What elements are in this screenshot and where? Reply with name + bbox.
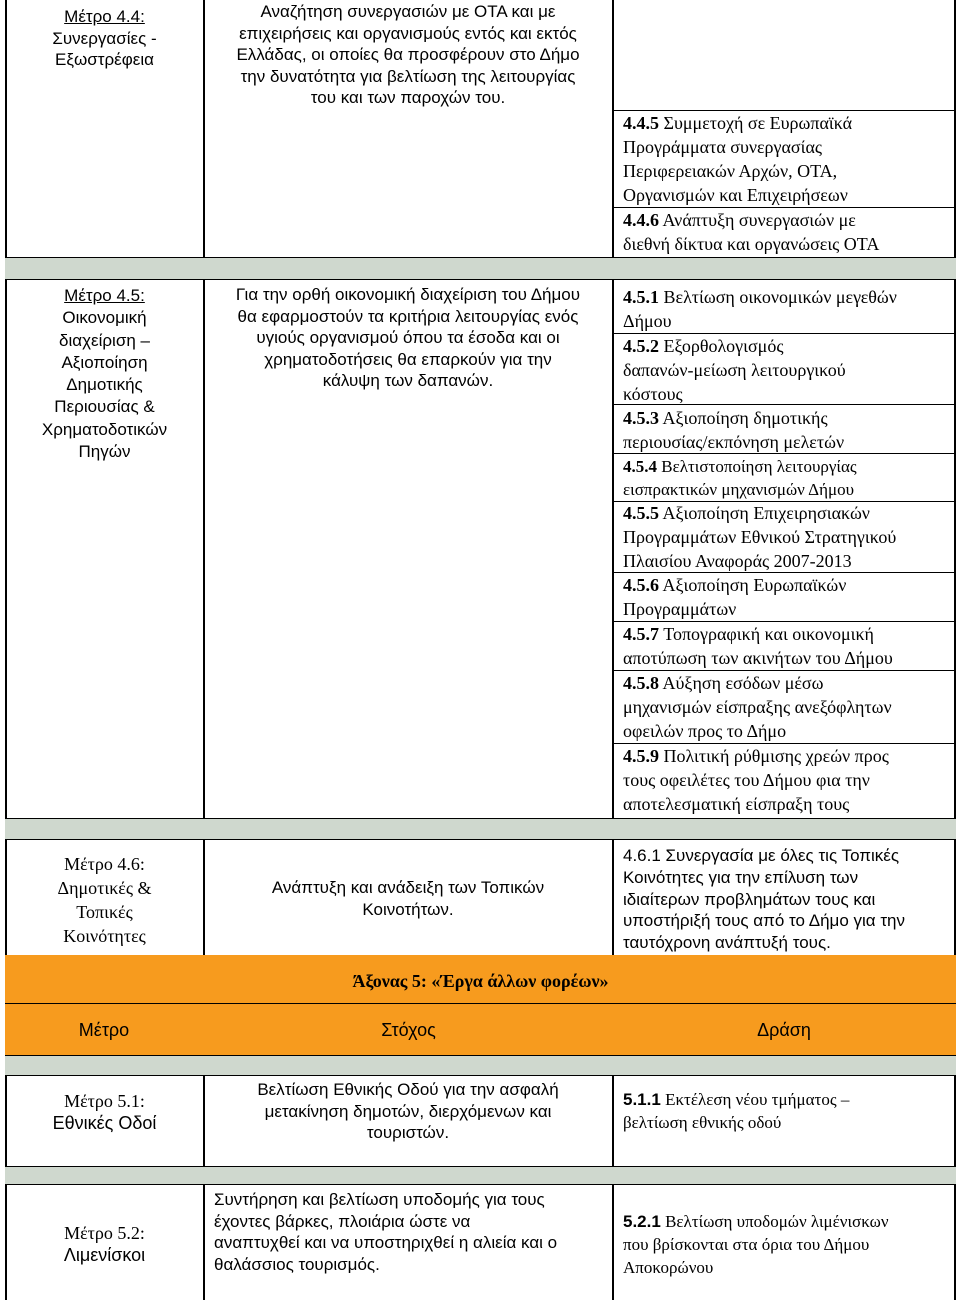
action-line: υποστήριξή τους από το Δήμο για την	[623, 911, 906, 931]
table-right-border	[954, 0, 956, 1300]
action-4-5-7	[623, 622, 953, 670]
action-code: 4.5.5	[623, 503, 659, 523]
header-measure: Μέτρο	[78, 1020, 130, 1040]
action-line: που βρίσκονται στα όρια του Δήμου	[623, 1235, 870, 1254]
table-left-border	[5, 0, 7, 1300]
action-code: 4.5.4	[623, 457, 657, 476]
goal-line: κάλυψη των δαπανών.	[322, 371, 494, 390]
measure-title-line: Συνεργασίες -	[52, 28, 157, 48]
measure-title-line: Κοινότητες	[63, 926, 146, 946]
action-4-5-6	[623, 573, 953, 621]
axis5-title: Άξονας 5: «Έργα άλλων φορέων»	[352, 971, 609, 991]
action-code: 4.5.3	[623, 408, 659, 428]
action-line: Πλαισίου Αναφοράς 2007-2013	[623, 551, 852, 571]
measure-4-4-title	[8, 6, 201, 71]
header-action: Δράση	[757, 1020, 811, 1040]
measure-5-1-goal	[206, 1079, 610, 1144]
action-line: βελτίωση εθνικής οδού	[623, 1113, 782, 1132]
action-line: Πολιτική ρύθμισης χρεών προς	[663, 746, 889, 766]
header-goal: Στόχος	[381, 1020, 436, 1040]
action-code: 4.5.7	[623, 624, 659, 644]
action-code: 4.5.1	[623, 287, 659, 307]
action-line: Αύξηση εσόδων μέσω	[662, 673, 824, 693]
action-line: περιουσίας/εκπόνηση μελετών	[623, 432, 845, 452]
action-line: Βελτιστοποίηση λειτουργίας	[661, 457, 857, 476]
action-4-5-3	[623, 406, 953, 454]
action-line: Βελτίωση υποδομών λιμένισκων	[665, 1212, 889, 1231]
action-code: 4.5.9	[623, 746, 659, 766]
action-4-5-8	[623, 671, 953, 743]
action-line: Αξιοποίηση δημοτικής	[662, 408, 828, 428]
action-line: αποτύπωση των ακινήτων του Δήμου	[623, 648, 893, 668]
action-line: αποτελεσματική είσπραξη τους	[623, 794, 850, 814]
action-5-1-1	[623, 1088, 953, 1134]
measure-title-line: Αξιοποίηση	[61, 352, 148, 372]
measure-5-2-goal	[214, 1189, 610, 1275]
action-4-4-5	[623, 111, 953, 207]
column-divider-1	[203, 0, 205, 1300]
goal-line: Ελλάδας, οι οποίες θα προσφέρουν στο Δήμο	[236, 45, 580, 64]
action-line: διεθνή δίκτυα και οργανώσεις ΟΤΑ	[623, 234, 880, 254]
action-line: τους οφειλέτες του Δήμου φια την	[623, 770, 870, 790]
action-line: Εξορθολογισμός	[663, 336, 784, 356]
action-line: Εκτέλεση νέου τμήματος –	[665, 1090, 850, 1109]
action-line: οφειλών προς το Δήμο	[623, 721, 787, 741]
measure-title-line: Πηγών	[78, 442, 131, 462]
action-5-2-1	[623, 1210, 953, 1279]
measure-4-4-goal	[206, 1, 610, 109]
action-line: ταυτόχρονη ανάπτυξή τους.	[623, 933, 831, 953]
measure-title-line: Μέτρο 4.4:	[64, 7, 145, 26]
measure-title-line: Εξωστρέφεια	[55, 50, 154, 69]
measure-title-line: Μέτρο 5.2:	[64, 1223, 145, 1243]
action-line: Κοινότητες για την επίλυση των	[623, 867, 859, 887]
action-code: 5.2.1	[623, 1212, 661, 1231]
action-code: 5.1.1	[623, 1090, 661, 1109]
goal-line: υγιούς οργανισμού όπου τα έσοδα και οι	[256, 328, 560, 347]
separator-band	[5, 1166, 956, 1185]
action-line: ιδιαίτερων προβλημάτων τους και	[623, 889, 876, 909]
measure-title-line: Δημοτικές &	[57, 878, 152, 898]
measure-title-line: Μέτρο 5.1:	[64, 1091, 145, 1111]
action-line: Προγραμμάτων	[623, 599, 737, 619]
action-line: δαπανών-μείωση λειτουργικού	[623, 360, 846, 380]
measure-title-line: Λιμενίσκοι	[63, 1245, 146, 1265]
goal-line: έχοντες βάρκες, πλοιάρια ώστε να	[214, 1211, 471, 1231]
action-line: Βελτίωση οικονομικών μεγεθών	[663, 287, 897, 307]
goal-line: Συντήρηση και βελτίωση υποδομής για τους	[214, 1190, 545, 1209]
action-line: Δήμου	[623, 311, 672, 331]
goal-line: Βελτίωση Εθνικής Οδού για την ασφαλή	[257, 1080, 559, 1099]
goal-line: θα εφαρμοστούν τα κριτήρια λειτουργίας ενός	[237, 306, 579, 326]
separator-band	[5, 1055, 956, 1076]
goal-line: Για την ορθή οικονομική διαχείριση του Δήμου	[235, 285, 581, 304]
action-4-5-1	[623, 285, 953, 333]
action-4-6-1	[623, 845, 953, 954]
action-line: Οργανισμών και Επιχειρήσεων	[623, 185, 848, 205]
action-4-5-2	[623, 334, 953, 406]
measure-title-line: Δημοτικής	[66, 375, 143, 395]
measure-title-line: Μέτρο 4.6:	[64, 854, 145, 874]
action-line: Προγραμμάτων Εθνικού Στρατηγικού	[623, 527, 897, 547]
goal-line: Αναζήτηση συνεργασιών με ΟΤΑ και με	[260, 2, 556, 21]
action-code: 4.5.8	[623, 673, 659, 693]
action-line: Τοπογραφική και οικονομική	[663, 624, 874, 644]
separator-band	[5, 818, 956, 840]
column-divider-2	[612, 0, 614, 1300]
action-4-5-5	[623, 501, 953, 573]
goal-line: επιχειρήσεις και οργανισμούς εντός και εκτός	[239, 23, 577, 43]
action-line: εισπρακτικών μηχανισμών Δήμου	[623, 480, 855, 499]
measure-title-line: Μέτρο 4.5:	[64, 286, 145, 305]
goal-line: Ανάπτυξη και ανάδειξη των Τοπικών	[271, 878, 545, 897]
action-line: Αξιοποίηση Ευρωπαϊκών	[662, 575, 847, 595]
measure-title-line: Περιουσίας &	[54, 397, 155, 417]
action-4-4-6	[623, 208, 953, 256]
action-4-5-4	[623, 455, 953, 501]
measure-4-6-goal	[206, 877, 610, 920]
goal-line: θαλάσσιος τουρισμός.	[214, 1254, 380, 1274]
goal-line: του και των παροχών του.	[310, 88, 506, 107]
measure-title-line: Οικονομική	[62, 308, 147, 328]
action-code: 4.4.6	[623, 210, 659, 230]
measure-title-line: Χρηματοδοτικών	[41, 419, 168, 439]
action-line: 4.6.1 Συνεργασία με όλες τις Τοπικές	[623, 846, 900, 865]
action-line: Συμμετοχή σε Ευρωπαϊκά	[663, 113, 853, 133]
action-line: Αξιοποίηση Επιχειρησιακών	[662, 503, 870, 523]
measure-5-1-title	[8, 1090, 201, 1134]
action-code: 4.5.2	[623, 336, 659, 356]
action-line: Προγράμματα συνεργασίας	[623, 137, 823, 157]
measure-title-line: Τοπικές	[76, 902, 133, 922]
goal-line: τουριστών.	[366, 1123, 450, 1142]
action-code: 4.4.5	[623, 113, 659, 133]
measure-4-5-title	[8, 285, 201, 463]
action-line: Ανάπτυξη συνεργασιών με	[662, 210, 856, 230]
goal-line: μετακίνηση δημοτών, διερχόμενων και	[264, 1101, 552, 1121]
action-line: Περιφερειακών Αρχών, ΟΤΑ,	[623, 161, 838, 181]
separator-band	[5, 257, 956, 280]
goal-line: Κοινοτήτων.	[362, 899, 454, 919]
measure-title-line: Εθνικές Οδοί	[52, 1113, 157, 1133]
goal-line: την δυνατότητα για βελτίωση της λειτουργίας	[240, 66, 576, 86]
action-line: μηχανισμών είσπραξης ανεξόφλητων	[623, 697, 892, 717]
action-4-5-9	[623, 744, 953, 816]
action-code: 4.5.6	[623, 575, 659, 595]
measure-4-5-goal	[206, 284, 610, 392]
measure-4-6-title	[8, 852, 201, 948]
goal-line: αναπτυχθεί και να υποστηριχθεί η αλιεία και ο	[214, 1233, 558, 1252]
action-line: κόστους	[623, 384, 683, 404]
axis5-divider	[5, 1003, 956, 1004]
goal-line: χρηματοδοτήσεις θα επαρκούν για την	[264, 349, 552, 369]
measure-title-line: διαχείριση –	[59, 330, 150, 350]
action-line: Αποκορώνου	[623, 1258, 714, 1277]
measure-5-2-title	[8, 1222, 201, 1266]
